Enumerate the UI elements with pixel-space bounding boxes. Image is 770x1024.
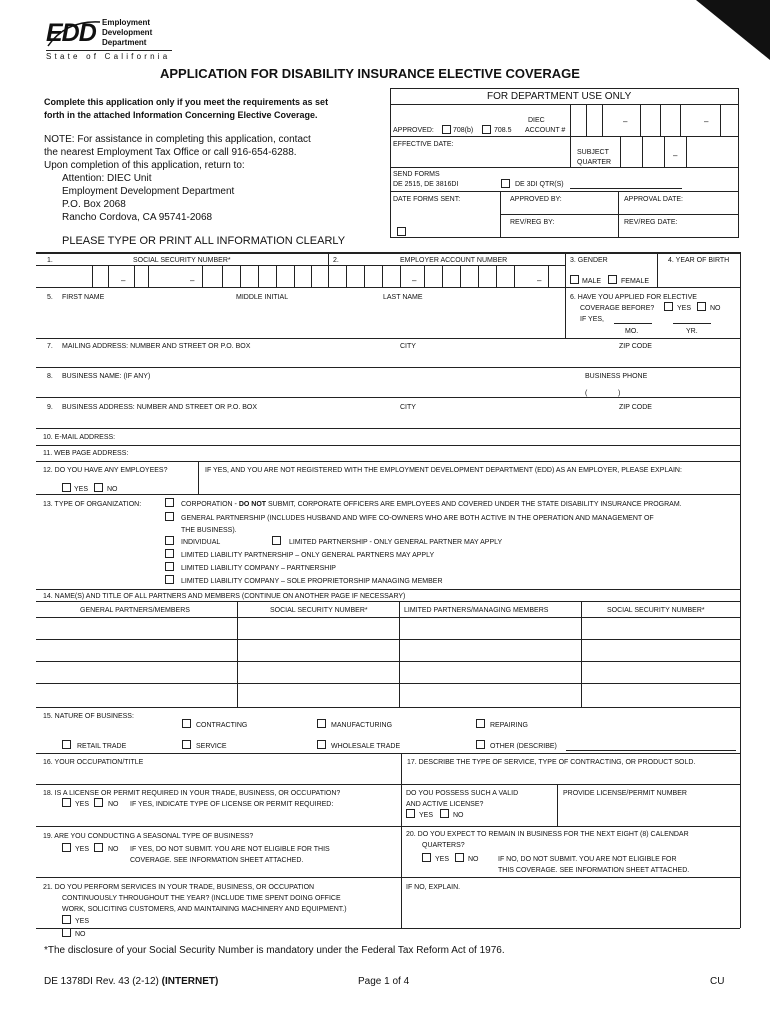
form-code: CU (710, 976, 725, 987)
q5-number: 5. (47, 294, 53, 301)
ean-label: EMPLOYER ACCOUNT NUMBER (400, 257, 508, 264)
business-address-label: BUSINESS ADDRESS: NUMBER AND STREET OR P.O. BOX (62, 404, 258, 411)
approved-label: APPROVED: (393, 127, 434, 134)
occupation-label: 16. YOUR OCCUPATION/TITLE (43, 759, 144, 766)
limited-partnership-label: LIMITED PARTNERSHIP - ONLY GENERAL PARTNER MAY APPLY (289, 539, 503, 546)
continuous-yes-checkbox[interactable] (62, 915, 71, 924)
remain-yes-checkbox[interactable] (422, 853, 431, 862)
business-city-field[interactable] (398, 413, 612, 426)
seasonal-no-label: NO (108, 846, 119, 853)
mailing-address-label: MAILING ADDRESS: NUMBER AND STREET OR P.O. BOX (62, 343, 251, 350)
approved-7085-label: 708.5 (494, 127, 512, 134)
license-number-field[interactable] (562, 806, 738, 820)
mailing-address-field[interactable] (60, 352, 394, 365)
general-partnership-checkbox[interactable] (165, 512, 174, 521)
repairing-label: REPAIRING (490, 722, 528, 729)
address-line-4: Rancho Cordova, CA 95741-2068 (62, 212, 213, 223)
q6-line-2: COVERAGE BEFORE? (580, 305, 655, 312)
address-line-3: P.O. Box 2068 (62, 199, 126, 210)
approved-by-label: APPROVED BY: (510, 196, 562, 203)
describe-service-label: 17. DESCRIBE THE TYPE OF SERVICE, TYPE OF CONTRACTING, OR PRODUCT SOLD. (407, 759, 696, 766)
remain-no-checkbox[interactable] (455, 853, 464, 862)
repairing-checkbox[interactable] (476, 719, 485, 728)
service-checkbox[interactable] (182, 740, 191, 749)
date-forms-sent-label: DATE FORMS SENT: (393, 196, 461, 203)
q6-no-checkbox[interactable] (697, 302, 706, 311)
form-id-text: DE 1378DI Rev. 43 (2-12) (44, 976, 162, 987)
general-partnership-line-1: GENERAL PARTNERSHIP (INCLUDES HUSBAND AND WIFE CO-OWNERS WHO ARE BOTH ACTIVE IN THE OPERATION AND MANAGEMENT OF (181, 515, 654, 522)
last-name-field[interactable] (380, 310, 564, 330)
employees-yes-label: YES (74, 486, 89, 493)
female-checkbox[interactable] (608, 275, 617, 284)
continuous-question-1: 21. DO YOU PERFORM SERVICES IN YOUR TRADE, BUSINESS, OR OCCUPATION (43, 884, 315, 891)
possess-no-label: NO (453, 812, 464, 819)
license-no-checkbox[interactable] (94, 798, 103, 807)
q1-number: 1. (47, 257, 53, 264)
individual-label: INDIVIDUAL (181, 539, 221, 546)
approval-date-label: APPROVAL DATE: (624, 196, 683, 203)
ssn-dash-1: – (121, 276, 126, 285)
employer-account-field[interactable] (332, 270, 348, 284)
q6-no-label: NO (710, 305, 721, 312)
intro-line-1: Complete this application only if you meet the requirements as set (44, 97, 329, 107)
continuous-explain-field[interactable] (406, 895, 740, 923)
approved-708b-checkbox[interactable] (442, 125, 451, 134)
employees-yes-checkbox[interactable] (62, 483, 71, 492)
note-line-1: NOTE: For assistance in completing this application, contact (44, 134, 311, 145)
continuous-no-checkbox[interactable] (62, 928, 71, 937)
llc-sole-label: LIMITED LIABILITY COMPANY – SOLE PROPRIETORSHIP MANAGING MEMBER (181, 578, 443, 585)
ssn-label: SOCIAL SECURITY NUMBER* (133, 257, 231, 264)
llp-label: LIMITED LIABILITY PARTNERSHIP – ONLY GENERAL PARTNERS MAY APPLY (181, 552, 435, 559)
seasonal-note-2: COVERAGE. SEE INFORMATION SHEET ATTACHED. (130, 857, 304, 864)
gender-label: 3. GENDER (570, 257, 608, 264)
continuous-explain-label: IF NO, EXPLAIN. (406, 884, 461, 891)
nature-of-business-label: 15. NATURE OF BUSINESS: (43, 713, 134, 720)
approved-7085-checkbox[interactable] (482, 125, 491, 134)
business-phone-field[interactable] (624, 385, 738, 396)
possess-license-line-2: AND ACTIVE LICENSE? (406, 801, 484, 808)
diec-label: DIEC (528, 117, 545, 124)
note-line-2: the nearest Employment Tax Office or call 916-654-6288. (44, 147, 297, 158)
q6-yes-checkbox[interactable] (664, 302, 673, 311)
ssn-dash-2: – (190, 276, 195, 285)
last-name-label: LAST NAME (383, 294, 423, 301)
subject-label: SUBJECT (577, 149, 609, 156)
llc-sole-checkbox[interactable] (165, 575, 174, 584)
corporation-label-c: SUBMIT, CORPORATE OFFICERS ARE EMPLOYEES AND COVERED UNDER THE STATE DISABILITY INSURANCE PROGRAM. (266, 501, 682, 508)
seasonal-yes-label: YES (75, 846, 90, 853)
wholesale-trade-checkbox[interactable] (317, 740, 326, 749)
col-limited-partners: LIMITED PARTNERS/MANAGING MEMBERS (404, 607, 549, 614)
web-page-label: 11. WEB PAGE ADDRESS: (43, 450, 129, 457)
edd-logo (46, 18, 176, 68)
occupation-field[interactable] (40, 768, 399, 782)
retail-trade-label: RETAIL TRADE (77, 743, 127, 750)
remain-yes-label: YES (435, 856, 450, 863)
employees-explain-label: IF YES, AND YOU ARE NOT REGISTERED WITH THE EMPLOYMENT DEVELOPMENT DEPARTMENT (EDD) AS AN EMPLOYER, PLEASE EXPLAIN: (205, 467, 682, 474)
email-field[interactable] (132, 430, 736, 443)
mailing-city-label: CITY (400, 343, 416, 350)
remain-no-label: NO (468, 856, 479, 863)
business-name-label: BUSINESS NAME: (IF ANY) (62, 373, 151, 380)
first-name-label: FIRST NAME (62, 294, 105, 301)
continuous-question-3: WORK, SOLICITING CUSTOMERS, AND MAINTAINING MACHINERY AND EQUIPMENT.) (62, 906, 347, 913)
manufacturing-checkbox[interactable] (317, 719, 326, 728)
partners-label: 14. NAME(S) AND TITLE OF ALL PARTNERS AND MEMBERS (CONTINUE ON ANOTHER PAGE IF NECESSARY) (43, 593, 406, 600)
manufacturing-label: MANUFACTURING (331, 722, 393, 729)
general-partnership-line-2: THE BUSINESS). (181, 527, 237, 534)
dept-checkbox[interactable] (397, 227, 406, 236)
remain-note-1: IF NO, DO NOT SUBMIT. YOU ARE NOT ELIGIBLE FOR (498, 856, 677, 863)
q9-number: 9. (47, 404, 53, 411)
remain-note-2: THIS COVERAGE. SEE INFORMATION SHEET ATTACHED. (498, 867, 690, 874)
license-type-label: IF YES, INDICATE TYPE OF LICENSE OR PERMIT REQUIRED: (130, 801, 334, 808)
de3di-label: DE 3DI QTR(S) (515, 181, 564, 188)
middle-initial-field[interactable] (234, 310, 378, 330)
business-city-label: CITY (400, 404, 416, 411)
account-dash-2: – (704, 117, 709, 126)
approved-708b-label: 708(b) (453, 127, 474, 134)
possess-yes-checkbox[interactable] (406, 809, 415, 818)
seasonal-yes-checkbox[interactable] (62, 843, 71, 852)
continuous-question-2: CONTINUOUSLY THROUGHOUT THE YEAR? (INCLUDE TIME SPENT DOING OFFICE (62, 895, 341, 902)
organization-type-label: 13. TYPE OF ORGANIZATION: (43, 501, 142, 508)
individual-checkbox[interactable] (165, 536, 174, 545)
mailing-city-field[interactable] (398, 352, 612, 365)
partner-row-4-name[interactable] (40, 688, 236, 702)
ean-dash-1: – (412, 276, 417, 285)
seasonal-no-checkbox[interactable] (94, 843, 103, 852)
de-forms-label: DE 2515, DE 3816DI (393, 181, 459, 188)
agency-line-1: Employment (102, 18, 151, 27)
employees-question: 12. DO YOU HAVE ANY EMPLOYEES? (43, 467, 168, 474)
q2-number: 2. (333, 257, 339, 264)
quarter-label: QUARTER (577, 159, 612, 166)
mailing-zip-field[interactable] (617, 352, 739, 365)
revreg-by-label: REV/REG BY: (510, 219, 555, 226)
license-no-label: NO (108, 801, 119, 808)
address-line-1: Attention: DIEC Unit (62, 173, 152, 184)
form-id (44, 976, 218, 988)
seasonal-question: 19. ARE YOU CONDUCTING A SEASONAL TYPE OF BUSINESS? (43, 833, 254, 840)
form-id-internet: (INTERNET) (161, 976, 219, 987)
possess-yes-label: YES (419, 812, 434, 819)
partner-row-2-name[interactable] (40, 643, 236, 657)
llp-checkbox[interactable] (165, 549, 174, 558)
dept-heading: FOR DEPARTMENT USE ONLY (487, 91, 632, 102)
note-line-3: Upon completion of this application, return to: (44, 160, 245, 171)
other-describe-label: OTHER (DESCRIBE) (490, 743, 557, 750)
llc-partnership-label: LIMITED LIABILITY COMPANY – PARTNERSHIP (181, 565, 336, 572)
col-ssn-1: SOCIAL SECURITY NUMBER* (270, 607, 368, 614)
ean-dash-2: – (537, 276, 542, 285)
employees-no-label: NO (107, 486, 118, 493)
service-label: SERVICE (196, 743, 227, 750)
state-line: State of California (46, 52, 171, 61)
page-title: APPLICATION FOR DISABILITY INSURANCE ELECTIVE COVERAGE (160, 66, 580, 81)
page-number: Page 1 of 4 (358, 976, 410, 987)
license-question: 18. IS A LICENSE OR PERMIT REQUIRED IN YOUR TRADE, BUSINESS, OR OCCUPATION? (43, 790, 341, 797)
address-line-2: Employment Development Department (62, 186, 235, 197)
q6-line-1: 6. HAVE YOU APPLIED FOR ELECTIVE (570, 294, 697, 301)
corner-mark (690, 0, 770, 70)
wholesale-trade-label: WHOLESALE TRADE (331, 743, 401, 750)
other-describe-checkbox[interactable] (476, 740, 485, 749)
possess-license-line-1: DO YOU POSSESS SUCH A VALID (406, 790, 519, 797)
email-label: 10. E-MAIL ADDRESS: (43, 434, 116, 441)
llc-partnership-checkbox[interactable] (165, 562, 174, 571)
business-zip-label: ZIP CODE (619, 404, 652, 411)
revreg-date-label: REV/REG DATE: (624, 219, 678, 226)
phone-paren-open: ( (585, 390, 588, 397)
print-clearly-notice: PLEASE TYPE OR PRINT ALL INFORMATION CLEARLY (62, 235, 346, 247)
mailing-zip-label: ZIP CODE (619, 343, 652, 350)
business-phone-label: BUSINESS PHONE (585, 373, 648, 380)
q8-number: 8. (47, 373, 53, 380)
logo-swoosh-icon (46, 18, 102, 50)
contracting-label: CONTRACTING (196, 722, 248, 729)
q6-if-yes-label: IF YES, (580, 316, 604, 323)
partner-row-3-name[interactable] (40, 665, 236, 679)
female-label: FEMALE (621, 278, 650, 285)
first-name-field[interactable] (60, 310, 234, 330)
account-label: ACCOUNT # (525, 127, 566, 134)
middle-initial-label: MIDDLE INITIAL (236, 294, 289, 301)
quarter-dash: – (673, 151, 678, 160)
business-name-field[interactable] (60, 383, 564, 396)
continuous-no-label: NO (75, 931, 86, 938)
limited-partnership-checkbox[interactable] (272, 536, 281, 545)
retail-trade-checkbox[interactable] (62, 740, 71, 749)
employees-explain-field[interactable] (204, 478, 738, 492)
ssn-field[interactable] (40, 270, 92, 284)
license-number-label: PROVIDE LICENSE/PERMIT NUMBER (563, 790, 687, 797)
remain-question-2: QUARTERS? (422, 842, 465, 849)
seasonal-note-1: IF YES, DO NOT SUBMIT. YOU ARE NOT ELIGIBLE FOR THIS (130, 846, 330, 853)
intro-line-2: forth in the attached Information Concerning Elective Coverage. (44, 110, 318, 120)
q7-number: 7. (47, 343, 53, 350)
partner-row-1-name[interactable] (40, 621, 236, 635)
business-address-field[interactable] (60, 413, 394, 426)
remain-question-1: 20. DO YOU EXPECT TO REMAIN IN BUSINESS FOR THE NEXT EIGHT (8) CALENDAR (406, 831, 689, 838)
corporation-checkbox[interactable] (165, 498, 174, 507)
contracting-checkbox[interactable] (182, 719, 191, 728)
agency-line-3: Department (102, 38, 147, 47)
employees-no-checkbox[interactable] (94, 483, 103, 492)
year-of-birth-label: 4. YEAR OF BIRTH (668, 257, 730, 264)
col-general-partners: GENERAL PARTNERS/MEMBERS (80, 607, 190, 614)
col-ssn-2: SOCIAL SECURITY NUMBER* (607, 607, 705, 614)
q6-yes-label: YES (677, 305, 692, 312)
corporation-do-not: DO NOT (238, 501, 267, 508)
edd-logo-letters: EDD (46, 19, 96, 47)
corporation-label (181, 500, 682, 509)
license-yes-label: YES (75, 801, 90, 808)
year-of-birth-field[interactable] (662, 270, 740, 284)
ssn-disclosure: *The disclosure of your Social Security Number is mandatory under the Federal Tax Reform Act of 1976. (44, 945, 505, 956)
license-yes-checkbox[interactable] (62, 798, 71, 807)
send-forms-label: SEND FORMS (393, 171, 440, 178)
q6-mo-label: MO. (625, 328, 639, 335)
q6-yr-label: YR. (686, 328, 698, 335)
business-zip-field[interactable] (617, 413, 739, 426)
corporation-label-a: CORPORATION - (181, 501, 239, 508)
web-page-field[interactable] (140, 447, 734, 460)
male-checkbox[interactable] (570, 275, 579, 284)
effective-date-label: EFFECTIVE DATE: (393, 141, 454, 148)
phone-paren-close: ) (618, 390, 621, 397)
de3di-checkbox[interactable] (501, 179, 510, 188)
possess-no-checkbox[interactable] (440, 809, 449, 818)
male-label: MALE (582, 278, 602, 285)
account-dash-1: – (623, 117, 628, 126)
agency-line-2: Development (102, 28, 153, 37)
continuous-yes-label: YES (75, 918, 90, 925)
describe-service-field[interactable] (406, 768, 740, 782)
